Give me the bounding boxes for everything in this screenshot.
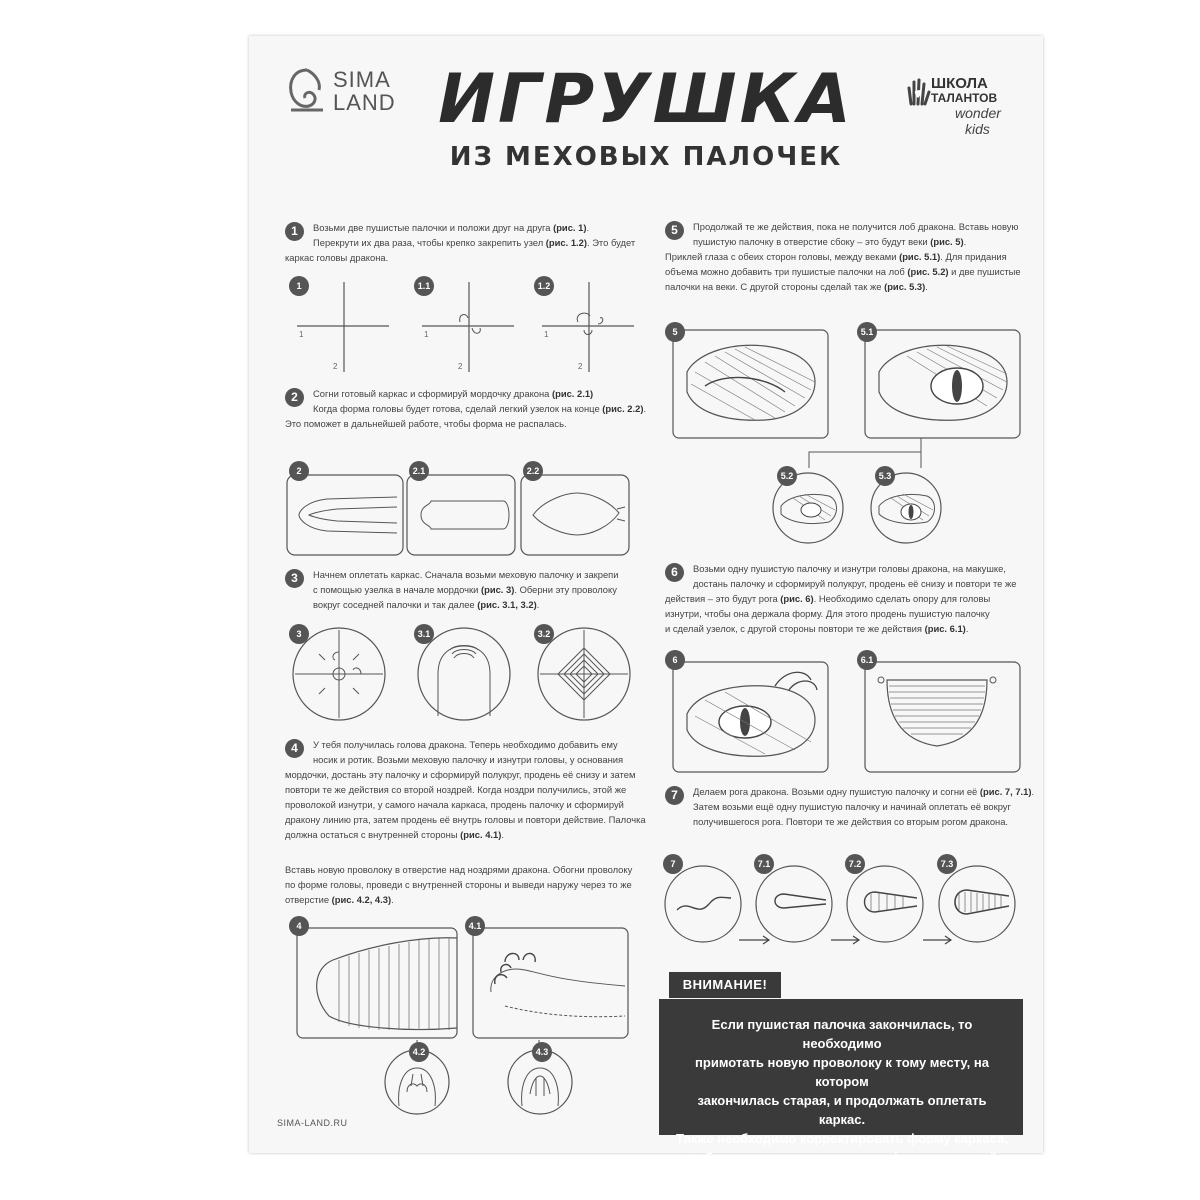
warning-line: чтобы голова не получилась деформированной. xyxy=(683,1150,1001,1165)
figure-2-1-label: 2.1 xyxy=(409,461,429,481)
step-line: объема можно добавить три пушистые палочки на лоб (рис. 5.2) и две пушистые xyxy=(665,266,1021,277)
figure-2-1 xyxy=(407,461,517,556)
figure-1-1-label: 1.1 xyxy=(414,276,434,296)
step-line: проволокой изнутри, у самого начала каркаса, продень палочку и сформируй xyxy=(285,799,624,810)
badge-line-1: ШКОЛА xyxy=(931,75,988,92)
figure-3-1-label: 3.1 xyxy=(414,624,434,644)
step-line: действия – это будут рога (рис. 6). Необходимо сделать опору для головы xyxy=(665,593,991,604)
axis-label: 2 xyxy=(578,362,583,371)
figure-4-connector xyxy=(369,1040,629,1080)
step-line: с помощью узелка в начале мордочки (рис. 3). Оберни эту проволоку xyxy=(313,584,617,595)
step-line: повтори те же действия со второй ноздрей. Когда ноздри получились, этой же xyxy=(285,784,627,795)
figure-5-3 xyxy=(867,466,945,544)
step-line: достань палочку и сформируй полукруг, продень её снизу и повтори те же xyxy=(693,578,1017,589)
step-line: Приклей глаза с обеих сторон головы, между веками (рис. 5.1). Для придания xyxy=(665,251,1007,262)
step-line: мордочки, достань эту палочку и сформируй полукруг, продень её снизу и затем xyxy=(285,769,636,780)
step-line: отверстие (рис. 4.2, 4.3). xyxy=(285,894,394,905)
logo-line-2: LAND xyxy=(333,90,396,115)
instruction-sheet xyxy=(249,36,1043,1165)
figure-4-2-label: 4.2 xyxy=(409,1042,429,1062)
figure-1 xyxy=(289,276,399,376)
step-line: Перекрути их два раза, чтобы крепко закрепить узел (рис. 1.2). Это будет xyxy=(313,237,636,248)
axis-label: 1 xyxy=(299,330,304,339)
figure-2 xyxy=(287,461,405,556)
figure-7-2-label: 7.2 xyxy=(845,854,865,874)
figure-6-1 xyxy=(857,650,1022,775)
page-subtitle: ИЗ МЕХОВЫХ ПАЛОЧЕК xyxy=(449,142,843,172)
step-line: и сделай узелок, с другой стороны повтори те же действия (рис. 6.1). xyxy=(665,623,969,634)
warning-line: закончилась старая, и продолжать оплетать каркас. xyxy=(697,1093,987,1127)
step-line: Затем возьми ещё одну пушистую палочку и начинай оплетать её вокруг xyxy=(693,801,1011,812)
step-4-number: 4 xyxy=(285,739,304,758)
step-line: каркас головы дракона. xyxy=(285,252,389,263)
warning-line: Если пушистая палочка закончилась, то необходимо xyxy=(711,1017,973,1051)
step-6-text-cont xyxy=(665,591,1035,636)
step-1-text-cont xyxy=(285,250,645,265)
step-1 xyxy=(285,222,645,272)
step-4-continued xyxy=(285,862,660,910)
step-line: Вставь новую проволоку в отверстие над ноздрями дракона. Обогни проволоку xyxy=(285,864,633,875)
step-4-extra-text xyxy=(285,862,660,907)
figure-3-label: 3 xyxy=(289,624,309,644)
figure-6-label: 6 xyxy=(665,650,685,670)
step-line: Возьми две пушистые палочки и положи друг на друга (рис. 1). xyxy=(313,222,590,233)
figure-7-arrows xyxy=(719,934,1079,954)
step-2-text-cont xyxy=(285,416,655,431)
step-6-text xyxy=(693,561,1038,591)
figure-4-3-label: 4.3 xyxy=(532,1042,552,1062)
step-line: вокруг соседней палочки и так далее (рис. 3.1, 3.2). xyxy=(313,599,540,610)
step-line: изнутри, чтобы она держала форму. Для этого продень пушистую палочку xyxy=(665,608,990,619)
figure-4-1-label: 4.1 xyxy=(465,916,485,936)
step-4 xyxy=(285,739,660,851)
warning-title: ВНИМАНИЕ! xyxy=(669,972,781,998)
figure-4 xyxy=(289,916,459,1041)
figure-5-2-label: 5.2 xyxy=(777,466,797,486)
figure-7-1-label: 7.1 xyxy=(754,854,774,874)
figure-3-2-label: 3.2 xyxy=(534,624,554,644)
step-3-number: 3 xyxy=(285,569,304,588)
figure-3-1 xyxy=(414,624,514,724)
footer-url: SIMA-LAND.RU xyxy=(277,1118,348,1128)
step-3 xyxy=(285,569,655,617)
axis-label: 1 xyxy=(544,330,549,339)
step-line: У тебя получилась голова дракона. Теперь необходимо добавить ему xyxy=(313,739,618,750)
step-line: Согни готовый каркас и сформируй мордочку дракона (рис. 2.1) xyxy=(313,388,594,399)
warning-box xyxy=(659,999,1023,1165)
step-line: Делаем рога дракона. Возьми одну пушистую палочку и согни её (рис. 7, 7.1). xyxy=(693,786,1035,797)
logo-line-1: SIMA xyxy=(333,67,391,92)
step-6 xyxy=(665,563,1035,643)
step-4-text xyxy=(313,737,658,767)
figure-1-2-label: 1.2 xyxy=(534,276,554,296)
figure-5-3-label: 5.3 xyxy=(875,466,895,486)
step-2-text xyxy=(313,386,663,416)
step-line: по форме головы, проведи с внутренней стороны и выведи наружу через то же xyxy=(285,879,632,890)
school-badge xyxy=(905,76,1025,146)
axis-label: 1 xyxy=(424,330,429,339)
figure-1-2 xyxy=(534,276,644,376)
figure-4-label: 4 xyxy=(289,916,309,936)
step-5 xyxy=(665,221,1035,301)
step-1-text xyxy=(313,220,653,250)
step-2-number: 2 xyxy=(285,388,304,407)
step-1-number: 1 xyxy=(285,222,304,241)
figure-7-3 xyxy=(937,854,1017,946)
figure-5-1-label: 5.1 xyxy=(857,322,877,342)
axis-label: 2 xyxy=(333,362,338,371)
step-line: Начнем оплетать каркас. Сначала возьми меховую палочку и закрепи xyxy=(313,569,619,580)
figure-7-2 xyxy=(845,854,925,946)
step-5-text-cont xyxy=(665,249,1035,294)
step-4-text-cont xyxy=(285,767,660,842)
figure-6 xyxy=(665,650,830,775)
figure-3 xyxy=(289,624,389,724)
step-line: Продолжай те же действия, пока не получится лоб дракона. Вставь новую xyxy=(693,221,1019,232)
warning-line: примотать новую проволоку к тому месту, на котором xyxy=(695,1055,989,1089)
badge-line-2: ТАЛАНТОВ xyxy=(931,91,998,105)
figure-2-2-label: 2.2 xyxy=(523,461,543,481)
badge-line-3: wonder xyxy=(955,105,1001,121)
step-line: получившегося рога. Повтори те же действия со вторым рогом дракона. xyxy=(693,816,1009,827)
figure-1-label: 1 xyxy=(289,276,309,296)
page-title: ИГРУШКА xyxy=(438,60,854,139)
axis-label: 2 xyxy=(458,362,463,371)
figure-6-1-label: 6.1 xyxy=(857,650,877,670)
figure-5-2 xyxy=(769,466,847,544)
step-7-number: 7 xyxy=(665,786,684,805)
step-3-text xyxy=(313,567,658,612)
step-7-text xyxy=(693,784,1038,829)
warning-line: Также необходимо корректировать форму каркаса, xyxy=(676,1131,1008,1146)
step-line: должна остаться с внутренней стороны (рис. 4.1). xyxy=(285,829,504,840)
step-5-number: 5 xyxy=(665,221,684,240)
figure-7-3-label: 7.3 xyxy=(937,854,957,874)
step-line: Когда форма головы будет готова, сделай легкий узелок на конце (рис. 2.2). xyxy=(313,403,647,414)
step-line: дракону линию рта, затем продень её внутрь головы и повтори действие. Палочка xyxy=(285,814,646,825)
step-6-number: 6 xyxy=(665,563,684,582)
step-line: носик и ротик. Возьми меховую палочку и изнутри головы, у основания xyxy=(313,754,624,765)
figure-2-label: 2 xyxy=(289,461,309,481)
step-line: палочки на веки. С другой стороны сделай так же (рис. 5.3). xyxy=(665,281,928,292)
figure-4-1 xyxy=(465,916,630,1041)
step-5-text xyxy=(693,219,1038,249)
step-line: Это поможет в дальнейшей работе, чтобы форма не распалась. xyxy=(285,418,567,429)
figure-5-label: 5 xyxy=(665,322,685,342)
figure-5-1 xyxy=(857,322,1022,440)
step-2 xyxy=(285,388,655,438)
hand-heart-icon xyxy=(905,76,931,106)
figure-5 xyxy=(665,322,830,440)
badge-line-4: kids xyxy=(965,121,990,137)
step-7 xyxy=(665,786,1035,834)
figure-3-2 xyxy=(534,624,634,724)
figure-2-2 xyxy=(521,461,631,556)
figure-7-1 xyxy=(754,854,834,946)
step-line: пушистую палочку в отверстие сбоку – это будут веки (рис. 5). xyxy=(693,236,967,247)
figure-7-label: 7 xyxy=(663,854,683,874)
figure-1-1 xyxy=(414,276,524,376)
figure-7 xyxy=(663,854,743,946)
step-line: Возьми одну пушистую палочку и изнутри головы дракона, на макушке, xyxy=(693,563,1006,574)
